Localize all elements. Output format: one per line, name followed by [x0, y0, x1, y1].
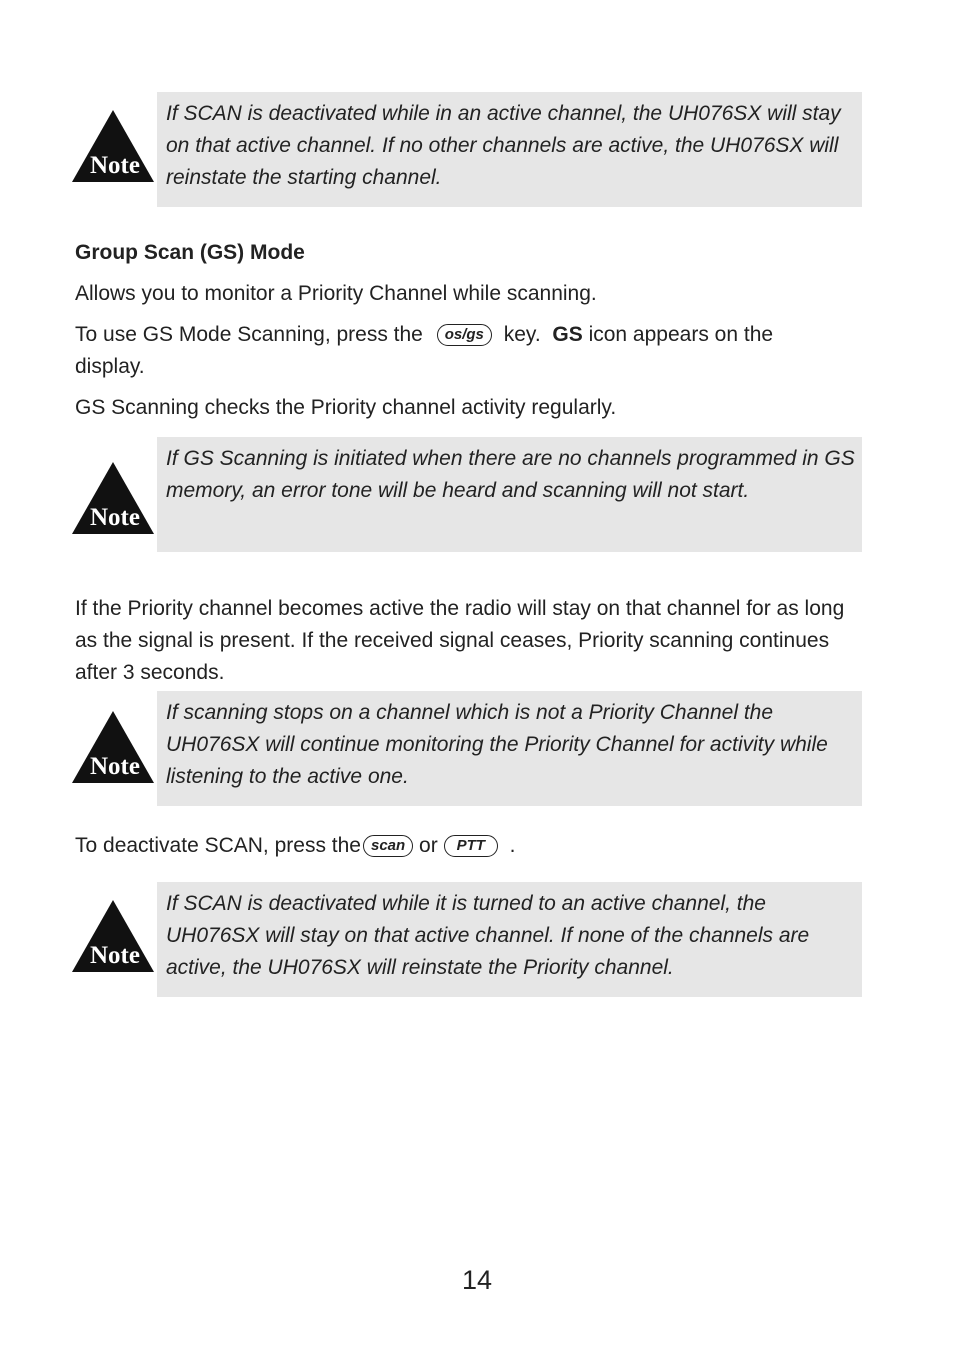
svg-text:Note: Note [90, 504, 140, 531]
note-text: If GS Scanning is initiated when there are no channels programmed in GS memory, an error tone will be heard and scanning will not start. [157, 437, 862, 552]
note-text: If SCAN is deactivated while it is turned to an active channel, the UH076SX will stay on that active channel. If none of the channels are active, the UH076SX will reinstate the Priority channel. [157, 882, 862, 997]
svg-text:Note: Note [90, 753, 140, 780]
svg-text:Note: Note [90, 152, 140, 179]
note-text: If SCAN is deactivated while in an active channel, the UH076SX will stay on that active channel. If no other channels are active, the UH076SX will reinstate the starting channel. [157, 92, 862, 207]
note-warning-icon [72, 900, 154, 974]
scan-key-icon: scan [363, 835, 413, 857]
note-warning-icon [72, 110, 154, 184]
gs-checks: GS Scanning checks the Priority channel activity regularly. [75, 396, 617, 419]
note-block-1 [72, 92, 862, 207]
section-heading: Group Scan (GS) Mode [75, 241, 305, 264]
priority-paragraph: If the Priority channel becomes active the radio will stay on that channel for as long as the signal is present. If the received signal ceases, Priority scanning continues after 3 seconds. [75, 597, 845, 684]
os-gs-key-icon: os/gs [437, 324, 492, 346]
page-number: 14 [461, 1265, 493, 1295]
note-warning-icon [72, 462, 154, 536]
note-warning-icon [72, 711, 154, 785]
note-block-4 [72, 882, 862, 997]
gs-usage-paragraph: To use GS Mode Scanning, press the os/gs key. GS icon appears on the display. [75, 323, 774, 378]
gs-intro: Allows you to monitor a Priority Channel while scanning. [75, 282, 597, 305]
svg-text:Note: Note [90, 942, 140, 969]
note-block-2 [72, 437, 862, 552]
note-text: If scanning stops on a channel which is not a Priority Channel the UH076SX will continue monitoring the Priority Channel for activity while listening to the active one. [157, 691, 862, 806]
deactivate-paragraph: To deactivate SCAN, press the scan or PTT . [75, 834, 516, 857]
ptt-key-icon: PTT [444, 835, 498, 857]
note-block-3 [72, 691, 862, 806]
